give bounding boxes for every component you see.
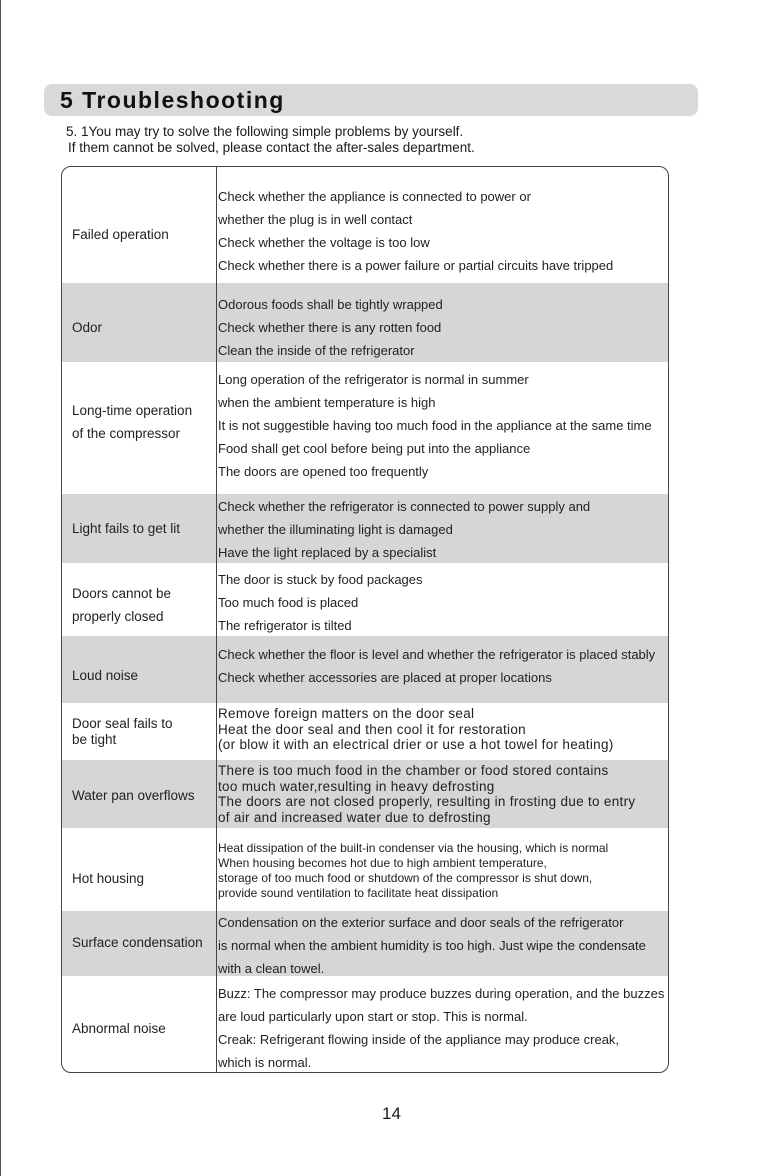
table-row [62, 167, 668, 281]
solution-line: whether the plug is in well contact [218, 212, 413, 227]
solution-line: There is too much food in the chamber or food stored contains [218, 763, 609, 778]
solution-text [218, 568, 668, 637]
table-row [62, 911, 668, 976]
solution-line: Clean the inside of the refrigerator [218, 343, 415, 358]
problem-label: Door seal fails to be tight [72, 716, 173, 747]
problem-label: Long-time operation of the compressor [72, 403, 193, 441]
solution-line: Remove foreign matters on the door seal [218, 706, 475, 721]
table-row [62, 760, 668, 828]
page-number: 14 [382, 1104, 401, 1123]
problem-label: Odor [72, 320, 103, 335]
solution-line: Heat dissipation of the built-in condenser via the housing, which is normal [218, 841, 609, 855]
solution-line: Food shall get cool before being put into the appliance [218, 441, 531, 456]
problem-label: Loud noise [72, 668, 139, 683]
solution-line: Check whether there is a power failure or partial circuits have tripped [218, 258, 614, 273]
solution-text [218, 185, 668, 277]
intro-line-2: If them cannot be solved, please contact the after-sales department. [68, 140, 475, 155]
solution-text [218, 982, 668, 1073]
solution-line: Odorous foods shall be tightly wrapped [218, 297, 443, 312]
solution-text [218, 643, 668, 689]
table-row [62, 283, 668, 362]
solution-line: storage of too much food or shutdown of the compressor is shut down, [218, 871, 593, 885]
table-row [62, 829, 668, 910]
problem-label: Abnormal noise [72, 1021, 166, 1036]
solution-line: too much water,resulting in heavy defrosting [218, 778, 495, 794]
solution-line: Check whether the floor is level and whether the refrigerator is placed stably [218, 647, 656, 662]
solution-line: with a clean towel. [218, 961, 325, 976]
solution-line: Creak: Refrigerant flowing inside of the appliance may produce creak, [218, 1032, 620, 1047]
problem-label: Doors cannot be properly closed [72, 586, 172, 624]
problem-label: Surface condensation [72, 935, 203, 950]
solution-text [218, 763, 668, 825]
solution-line: Have the light replaced by a specialist [218, 545, 437, 560]
table-row [62, 636, 668, 703]
intro-text [66, 124, 475, 156]
solution-line: Long operation of the refrigerator is normal in summer [218, 372, 529, 387]
solution-line: Check whether the appliance is connected to power or [218, 189, 531, 204]
table-row [62, 704, 668, 759]
solution-line: The refrigerator is tilted [218, 618, 352, 633]
solution-text [218, 841, 668, 901]
solution-line: are loud particularly upon start or stop. This is normal. [218, 1009, 528, 1024]
solution-line: Too much food is placed [218, 595, 359, 610]
solution-line: When housing becomes hot due to high ambient temperature, [218, 856, 547, 870]
table-row [62, 977, 668, 1073]
problem-label: Water pan overflows [72, 788, 195, 803]
solution-line: of air and increased water due to defrosting [218, 809, 491, 825]
troubleshooting-table [61, 166, 669, 1073]
solution-line: Check whether the refrigerator is connected to power supply and [218, 499, 591, 514]
solution-line: Check whether there is any rotten food [218, 320, 442, 335]
solution-line: when the ambient temperature is high [218, 395, 436, 410]
solution-line: Heat the door seal and then cool it for restoration [218, 721, 526, 737]
solution-line: The doors are not closed properly, resulting in frosting due to entry [218, 794, 636, 809]
solution-line: Condensation on the exterior surface and door seals of the refrigerator [218, 915, 624, 930]
solution-line: The door is stuck by food packages [218, 572, 423, 587]
solution-line: provide sound ventilation to facilitate heat dissipation [218, 886, 499, 900]
problem-label: Failed operation [72, 227, 169, 242]
table-row [62, 564, 668, 635]
solution-line: (or blow it with an electrical drier or use a hot towel for heating) [218, 737, 614, 752]
solution-text [218, 911, 668, 980]
problem-label: Light fails to get lit [72, 521, 181, 536]
intro-line-1: 5. 1You may try to solve the following simple problems by yourself. [66, 124, 464, 139]
solution-line: Check whether accessories are placed at proper locations [218, 670, 552, 685]
table-row [62, 363, 668, 493]
solution-line: whether the illuminating light is damaged [218, 522, 453, 537]
solution-line: It is not suggestible having too much food in the appliance at the same time [218, 418, 652, 433]
solution-line: Buzz: The compressor may produce buzzes during operation, and the buzzes [218, 986, 665, 1001]
solution-line: Check whether the voltage is too low [218, 235, 430, 250]
solution-text [218, 293, 668, 362]
solution-line: which is normal. [218, 1055, 312, 1070]
table-row [62, 494, 668, 563]
page-edge [0, 0, 1, 1176]
problem-label: Hot housing [72, 871, 145, 886]
section-header-bar [44, 84, 698, 116]
solution-text [218, 495, 668, 564]
solution-text [218, 368, 668, 483]
solution-line: is normal when the ambient humidity is too high. Just wipe the condensate [218, 938, 646, 953]
solution-line: The doors are opened too frequently [218, 464, 429, 479]
page-title: 5 Troubleshooting [60, 87, 285, 113]
solution-text [218, 706, 668, 753]
table-divider [216, 167, 217, 1072]
